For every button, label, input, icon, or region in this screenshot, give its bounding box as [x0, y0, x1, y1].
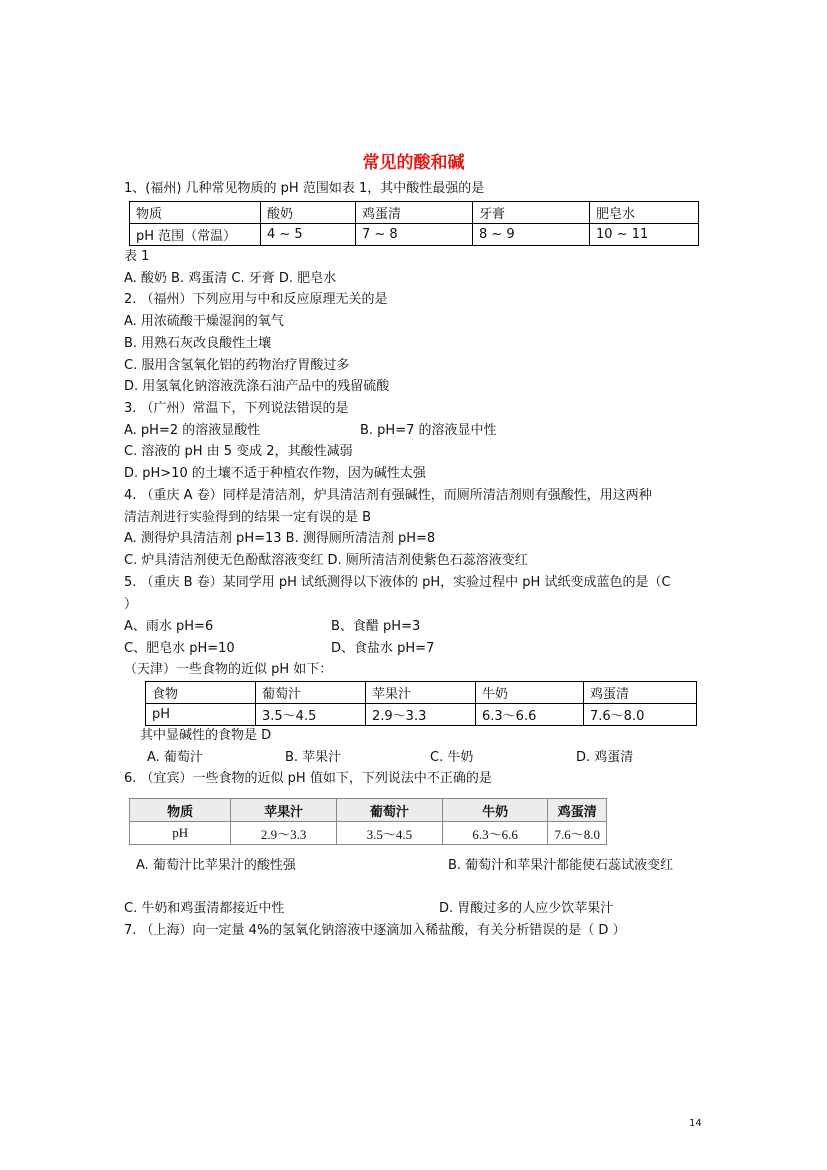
q1-table-cell: 7 ~ 8 — [356, 224, 473, 246]
q2-option-d: D. 用氢氧化钠溶液洗涤石油产品中的残留硫酸 — [124, 379, 390, 394]
q6-table-cell: 3.5～4.5 — [337, 822, 443, 845]
q6-table-cell: 葡萄汁 — [337, 799, 443, 822]
tianjin-table-cell: 3.5～4.5 — [256, 704, 366, 726]
q3-option-c: C. 溶液的 pH 由 5 变成 2，其酸性减弱 — [124, 444, 353, 459]
q5-option-d: D、食盐水 pH=7 — [331, 641, 435, 656]
tianjin-option-b: B. 苹果汁 — [285, 750, 342, 765]
q4-options-cd: C. 炉具清洁剂使无色酚酞溶液变红 D. 厕所清洁剂使紫色石蕊溶液变红 — [124, 553, 528, 568]
q5-option-b: B、食醋 pH=3 — [331, 619, 421, 634]
q6-option-d: D. 胃酸过多的人应少饮苹果汁 — [439, 901, 614, 916]
q1-table-cell: 4 ~ 5 — [261, 224, 356, 246]
tianjin-option-c: C. 牛奶 — [430, 750, 474, 765]
q6-table-image — [129, 798, 607, 845]
tianjin-question: 其中显碱性的食物是 D — [140, 728, 272, 743]
q1-table-cell: 酸奶 — [261, 202, 356, 224]
q6-stem: 6. （宜宾）一些食物的近似 pH 值如下，下列说法中不正确的是 — [124, 771, 492, 786]
q6-option-b: B. 葡萄汁和苹果汁都能使石蕊试液变红 — [448, 858, 674, 873]
q6-table-cell: 2.9～3.3 — [231, 822, 337, 845]
q6-table-cell: 牛奶 — [442, 799, 548, 822]
q6-table-cell: 鸡蛋清 — [548, 799, 607, 822]
q4-line2: 清洁剂进行实验得到的结果一定有误的是 B — [124, 510, 372, 525]
q1-table-cell: 10 ~ 11 — [590, 224, 699, 246]
q3-option-d: D. pH>10 的土壤不适于种植农作物，因为碱性太强 — [124, 466, 426, 481]
tianjin-table-cell: pH — [146, 704, 256, 726]
tianjin-option-a: A. 葡萄汁 — [147, 750, 203, 765]
tianjin-option-d: D. 鸡蛋清 — [576, 750, 634, 765]
q2-option-c: C. 服用含氢氧化铝的药物治疗胃酸过多 — [124, 358, 350, 373]
tianjin-table-cell: 鸡蛋清 — [584, 682, 697, 704]
tianjin-table — [145, 681, 697, 726]
q1-table-cell: 鸡蛋清 — [356, 202, 473, 224]
q2-option-b: B. 用熟石灰改良酸性土壤 — [124, 336, 272, 351]
tianjin-table-cell: 7.6～8.0 — [584, 704, 697, 726]
tianjin-table-cell: 牛奶 — [476, 682, 584, 704]
tianjin-table-cell: 苹果汁 — [366, 682, 476, 704]
q2-option-a: A. 用浓硫酸干燥湿润的氧气 — [124, 314, 284, 329]
q6-table-cell: 6.3～6.6 — [442, 822, 548, 845]
tianjin-table-cell: 食物 — [146, 682, 256, 704]
q6-option-c: C. 牛奶和鸡蛋清都接近中性 — [124, 901, 285, 916]
q3-stem: 3. （广州）常温下，下列说法错误的是 — [124, 401, 349, 416]
q1-table — [129, 201, 699, 246]
q1-table-cell: 牙膏 — [473, 202, 590, 224]
q1-options: A. 酸奶 B. 鸡蛋清 C. 牙膏 D. 肥皂水 — [124, 271, 337, 286]
q1-table-cell: 8 ~ 9 — [473, 224, 590, 246]
q5-option-c: C、肥皂水 pH=10 — [124, 641, 235, 656]
q1-stem: 1、(福州) 几种常见物质的 pH 范围如表 1，其中酸性最强的是 — [124, 181, 485, 196]
q7-stem: 7. （上海）向一定量 4%的氢氧化钠溶液中逐滴加入稀盐酸，有关分析错误的是（ D ） — [124, 923, 626, 938]
page-number: 14 — [689, 1118, 702, 1129]
q1-table-cell: 物质 — [130, 202, 261, 224]
q1-table-cell: pH 范围（常温） — [130, 224, 261, 246]
q3-option-b: B. pH=7 的溶液显中性 — [360, 423, 497, 438]
tianjin-table-cell: 葡萄汁 — [256, 682, 366, 704]
q4-line1: 4. （重庆 A 卷）同样是清洁剂，炉具清洁剂有强碱性，而厕所清洁剂则有强酸性，用这两种 — [124, 488, 652, 503]
q1-table-cell: 肥皂水 — [590, 202, 699, 224]
q6-table-cell: 7.6～8.0 — [548, 822, 607, 845]
q3-option-a: A. pH=2 的溶液显酸性 — [124, 423, 261, 438]
q2-stem: 2. （福州）下列应用与中和反应原理无关的是 — [124, 292, 388, 307]
q6-table-cell: 苹果汁 — [231, 799, 337, 822]
q4-options-ab: A. 测得炉具清洁剂 pH=13 B. 测得厕所清洁剂 pH=8 — [124, 531, 436, 546]
q6-table-cell: 物质 — [130, 799, 231, 822]
q1-caption: 表 1 — [124, 249, 150, 264]
tianjin-stem: （天津）一些食物的近似 pH 如下： — [124, 662, 333, 677]
tianjin-table-cell: 6.3～6.6 — [476, 704, 584, 726]
q6-option-a: A. 葡萄汁比苹果汁的酸性强 — [136, 858, 296, 873]
q5-line1: 5. （重庆 B 卷）某同学用 pH 试纸测得以下液体的 pH，实验过程中 pH 试纸变成蓝色的是（C — [124, 575, 671, 590]
q5-line2: ） — [124, 597, 138, 612]
tianjin-table-cell: 2.9～3.3 — [366, 704, 476, 726]
q6-table-cell: pH — [130, 822, 231, 845]
q5-option-a: A、雨水 pH=6 — [124, 619, 214, 634]
page-title: 常见的酸和碱 — [362, 153, 465, 173]
